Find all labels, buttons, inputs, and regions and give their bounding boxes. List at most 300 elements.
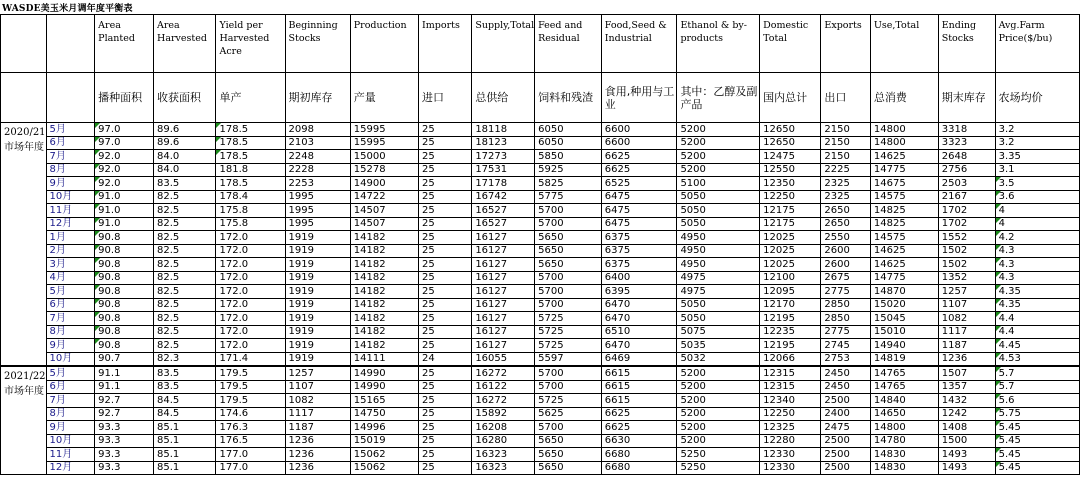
data-cell: 25 <box>419 204 472 218</box>
data-cell: 5.75 <box>995 407 1079 421</box>
report-month: 8月 <box>46 407 95 421</box>
data-cell: 175.8 <box>216 217 285 231</box>
data-cell: 14990 <box>350 380 418 394</box>
data-cell: 97.0 <box>95 136 154 150</box>
data-cell: 12250 <box>760 407 821 421</box>
data-cell: 4950 <box>677 231 760 245</box>
table-row <box>1 231 1080 245</box>
data-cell: 5200 <box>677 366 760 380</box>
data-cell: 2150 <box>821 123 870 137</box>
data-cell: 14825 <box>870 217 938 231</box>
data-cell: 6475 <box>601 217 677 231</box>
data-cell: 15995 <box>350 123 418 137</box>
data-cell: 14675 <box>870 177 938 191</box>
data-cell: 12175 <box>760 217 821 231</box>
data-cell: 5650 <box>535 244 602 258</box>
table-row <box>1 163 1080 177</box>
data-cell: 25 <box>419 177 472 191</box>
data-cell: 4.4 <box>995 312 1079 326</box>
data-cell: 5725 <box>535 339 602 353</box>
data-cell: 90.8 <box>95 244 154 258</box>
data-cell: 5032 <box>677 352 760 366</box>
data-cell: 4975 <box>677 271 760 285</box>
table-row <box>1 407 1080 421</box>
data-cell: 17531 <box>472 163 535 177</box>
data-cell: 17273 <box>472 150 535 164</box>
column-header-cn: 国内总计 <box>760 73 821 123</box>
data-cell: 16127 <box>472 339 535 353</box>
data-cell: 174.6 <box>216 407 285 421</box>
data-cell: 92.0 <box>95 150 154 164</box>
data-cell: 12325 <box>760 421 821 435</box>
data-cell: 172.0 <box>216 258 285 272</box>
data-cell: 176.3 <box>216 421 285 435</box>
report-month: 12月 <box>46 461 95 475</box>
data-cell: 2167 <box>938 190 995 204</box>
data-cell: 6050 <box>535 123 602 137</box>
column-header-en: Ethanol & by-products <box>677 15 760 73</box>
data-cell: 92.7 <box>95 407 154 421</box>
column-header-en: Ending Stocks <box>938 15 995 73</box>
data-cell: 83.5 <box>154 177 216 191</box>
data-cell: 4950 <box>677 244 760 258</box>
data-cell: 16127 <box>472 285 535 299</box>
data-cell: 3.35 <box>995 150 1079 164</box>
data-cell: 2650 <box>821 217 870 231</box>
data-cell: 85.1 <box>154 421 216 435</box>
data-cell: 16527 <box>472 204 535 218</box>
data-cell: 2500 <box>821 448 870 462</box>
data-cell: 85.1 <box>154 461 216 475</box>
data-cell: 90.8 <box>95 312 154 326</box>
data-cell: 5850 <box>535 150 602 164</box>
data-cell: 6625 <box>601 421 677 435</box>
table-row <box>1 312 1080 326</box>
data-cell: 15278 <box>350 163 418 177</box>
report-month: 5月 <box>46 285 95 299</box>
data-cell: 6680 <box>601 448 677 462</box>
data-cell: 176.5 <box>216 434 285 448</box>
data-cell: 12195 <box>760 312 821 326</box>
data-cell: 25 <box>419 421 472 435</box>
data-cell: 15020 <box>870 298 938 312</box>
data-cell: 178.4 <box>216 190 285 204</box>
data-cell: 1352 <box>938 271 995 285</box>
column-header-en: Supply,Total <box>472 15 535 73</box>
data-cell: 179.5 <box>216 366 285 380</box>
data-cell: 172.0 <box>216 325 285 339</box>
data-cell: 12650 <box>760 123 821 137</box>
data-cell: 14830 <box>870 448 938 462</box>
data-cell: 1236 <box>285 461 350 475</box>
column-header-cn: 出口 <box>821 73 870 123</box>
data-cell: 1257 <box>285 366 350 380</box>
data-cell: 25 <box>419 298 472 312</box>
data-cell: 1257 <box>938 285 995 299</box>
data-cell: 82.5 <box>154 204 216 218</box>
data-cell: 82.5 <box>154 244 216 258</box>
data-cell: 25 <box>419 123 472 137</box>
data-cell: 12550 <box>760 163 821 177</box>
header-corner <box>1 73 47 123</box>
report-month: 9月 <box>46 339 95 353</box>
data-cell: 2228 <box>285 163 350 177</box>
data-cell: 25 <box>419 190 472 204</box>
data-cell: 12650 <box>760 136 821 150</box>
data-cell: 5.45 <box>995 448 1079 462</box>
data-cell: 12315 <box>760 380 821 394</box>
data-cell: 2475 <box>821 421 870 435</box>
wasde-corn-balance-table <box>0 14 1080 475</box>
data-cell: 1242 <box>938 407 995 421</box>
report-month: 10月 <box>46 190 95 204</box>
data-cell: 14996 <box>350 421 418 435</box>
data-cell: 25 <box>419 434 472 448</box>
data-cell: 5200 <box>677 407 760 421</box>
data-cell: 15062 <box>350 461 418 475</box>
table-row <box>1 394 1080 408</box>
data-cell: 12025 <box>760 258 821 272</box>
data-cell: 16127 <box>472 258 535 272</box>
data-cell: 6615 <box>601 366 677 380</box>
data-cell: 12066 <box>760 352 821 366</box>
data-cell: 85.1 <box>154 448 216 462</box>
data-cell: 5725 <box>535 312 602 326</box>
table-row <box>1 177 1080 191</box>
data-cell: 1919 <box>285 231 350 245</box>
data-cell: 5650 <box>535 434 602 448</box>
data-cell: 1493 <box>938 461 995 475</box>
data-cell: 2500 <box>821 394 870 408</box>
data-cell: 12330 <box>760 448 821 462</box>
data-cell: 3.2 <box>995 136 1079 150</box>
data-cell: 6525 <box>601 177 677 191</box>
column-header-en: Domestic Total <box>760 15 821 73</box>
data-cell: 6400 <box>601 271 677 285</box>
data-cell: 5700 <box>535 380 602 394</box>
data-cell: 172.0 <box>216 339 285 353</box>
column-header-cn: 期初库存 <box>285 73 350 123</box>
data-cell: 6625 <box>601 150 677 164</box>
data-cell: 6375 <box>601 258 677 272</box>
data-cell: 6600 <box>601 136 677 150</box>
data-cell: 14182 <box>350 285 418 299</box>
marketing-year-label: 2021/22市场年度 <box>1 366 47 475</box>
data-cell: 25 <box>419 407 472 421</box>
data-cell: 82.5 <box>154 258 216 272</box>
data-cell: 25 <box>419 258 472 272</box>
data-cell: 179.5 <box>216 380 285 394</box>
data-cell: 16208 <box>472 421 535 435</box>
data-cell: 172.0 <box>216 271 285 285</box>
data-cell: 5650 <box>535 258 602 272</box>
data-cell: 90.8 <box>95 325 154 339</box>
table-row <box>1 461 1080 475</box>
report-month: 5月 <box>46 123 95 137</box>
data-cell: 5200 <box>677 123 760 137</box>
data-cell: 18123 <box>472 136 535 150</box>
column-header-cn: 食用,种用与工业 <box>601 73 677 123</box>
data-cell: 25 <box>419 285 472 299</box>
data-cell: 2150 <box>821 136 870 150</box>
column-header-en: Area Planted <box>95 15 154 73</box>
data-cell: 82.5 <box>154 231 216 245</box>
data-cell: 93.3 <box>95 461 154 475</box>
table-row <box>1 244 1080 258</box>
data-cell: 1919 <box>285 352 350 366</box>
data-cell: 12175 <box>760 204 821 218</box>
table-title: WASDE美玉米月调年度平衡表 <box>2 4 133 14</box>
data-cell: 1493 <box>938 448 995 462</box>
data-cell: 16527 <box>472 217 535 231</box>
report-month: 10月 <box>46 352 95 366</box>
data-cell: 4.2 <box>995 231 1079 245</box>
data-cell: 178.5 <box>216 177 285 191</box>
column-header-cn: 其中：乙醇及副产品 <box>677 73 760 123</box>
data-cell: 14900 <box>350 177 418 191</box>
data-cell: 16127 <box>472 325 535 339</box>
data-cell: 83.5 <box>154 366 216 380</box>
report-month: 5月 <box>46 366 95 380</box>
data-cell: 14940 <box>870 339 938 353</box>
data-cell: 5775 <box>535 190 602 204</box>
column-header-cn: 产量 <box>350 73 418 123</box>
data-cell: 89.6 <box>154 136 216 150</box>
data-cell: 5.45 <box>995 461 1079 475</box>
data-cell: 4.3 <box>995 258 1079 272</box>
data-cell: 14722 <box>350 190 418 204</box>
data-cell: 14990 <box>350 366 418 380</box>
report-month: 11月 <box>46 448 95 462</box>
data-cell: 1919 <box>285 339 350 353</box>
data-cell: 1432 <box>938 394 995 408</box>
data-cell: 2850 <box>821 298 870 312</box>
report-month: 9月 <box>46 421 95 435</box>
data-cell: 5.45 <box>995 421 1079 435</box>
data-cell: 16122 <box>472 380 535 394</box>
data-cell: 92.7 <box>95 394 154 408</box>
data-cell: 5200 <box>677 163 760 177</box>
data-cell: 2450 <box>821 380 870 394</box>
data-cell: 89.6 <box>154 123 216 137</box>
data-cell: 92.0 <box>95 163 154 177</box>
data-cell: 1919 <box>285 325 350 339</box>
data-cell: 17178 <box>472 177 535 191</box>
data-cell: 97.0 <box>95 123 154 137</box>
data-cell: 2325 <box>821 190 870 204</box>
column-header-cn: 单产 <box>216 73 285 123</box>
data-cell: 2650 <box>821 204 870 218</box>
data-cell: 90.7 <box>95 352 154 366</box>
data-cell: 3.6 <box>995 190 1079 204</box>
data-cell: 1919 <box>285 285 350 299</box>
data-cell: 25 <box>419 150 472 164</box>
data-cell: 3323 <box>938 136 995 150</box>
data-cell: 2503 <box>938 177 995 191</box>
column-header-en: Avg.Farm Price($/bu) <box>995 15 1079 73</box>
data-cell: 15062 <box>350 448 418 462</box>
data-cell: 181.8 <box>216 163 285 177</box>
data-cell: 177.0 <box>216 461 285 475</box>
data-cell: 25 <box>419 339 472 353</box>
data-cell: 14870 <box>870 285 938 299</box>
data-cell: 1502 <box>938 244 995 258</box>
data-cell: 82.5 <box>154 271 216 285</box>
data-cell: 14111 <box>350 352 418 366</box>
data-cell: 4.45 <box>995 339 1079 353</box>
data-cell: 5200 <box>677 394 760 408</box>
data-cell: 1236 <box>285 434 350 448</box>
data-cell: 5050 <box>677 190 760 204</box>
data-cell: 14825 <box>870 204 938 218</box>
data-cell: 12280 <box>760 434 821 448</box>
data-cell: 16055 <box>472 352 535 366</box>
data-cell: 5597 <box>535 352 602 366</box>
data-cell: 5.6 <box>995 394 1079 408</box>
data-cell: 5700 <box>535 366 602 380</box>
report-month: 12月 <box>46 217 95 231</box>
data-cell: 16127 <box>472 298 535 312</box>
data-cell: 12025 <box>760 231 821 245</box>
data-cell: 1107 <box>938 298 995 312</box>
data-cell: 2600 <box>821 244 870 258</box>
table-row <box>1 380 1080 394</box>
report-month: 2月 <box>46 244 95 258</box>
data-cell: 16272 <box>472 394 535 408</box>
data-cell: 25 <box>419 325 472 339</box>
data-cell: 6470 <box>601 312 677 326</box>
data-cell: 2103 <box>285 136 350 150</box>
column-header-en: Area Harvested <box>154 15 216 73</box>
column-header-cn: 收获面积 <box>154 73 216 123</box>
header-corner <box>1 15 47 73</box>
data-cell: 14625 <box>870 150 938 164</box>
data-cell: 1117 <box>938 325 995 339</box>
data-cell: 178.5 <box>216 150 285 164</box>
report-month: 6月 <box>46 298 95 312</box>
data-cell: 4 <box>995 217 1079 231</box>
column-header-cn: 总供给 <box>472 73 535 123</box>
data-cell: 5700 <box>535 204 602 218</box>
data-cell: 172.0 <box>216 298 285 312</box>
table-row <box>1 204 1080 218</box>
table-row <box>1 448 1080 462</box>
data-cell: 91.0 <box>95 217 154 231</box>
report-month: 7月 <box>46 312 95 326</box>
data-cell: 14775 <box>870 163 938 177</box>
data-cell: 5250 <box>677 461 760 475</box>
data-cell: 14765 <box>870 380 938 394</box>
report-month: 7月 <box>46 394 95 408</box>
data-cell: 5700 <box>535 271 602 285</box>
data-cell: 14182 <box>350 258 418 272</box>
data-cell: 2500 <box>821 461 870 475</box>
data-cell: 82.5 <box>154 339 216 353</box>
column-header-en: Imports <box>419 15 472 73</box>
data-cell: 18118 <box>472 123 535 137</box>
data-cell: 2648 <box>938 150 995 164</box>
data-cell: 6050 <box>535 136 602 150</box>
data-cell: 2550 <box>821 231 870 245</box>
column-header-en: Yield per Harvested Acre <box>216 15 285 73</box>
data-cell: 82.5 <box>154 298 216 312</box>
data-cell: 1995 <box>285 217 350 231</box>
column-header-en: Production <box>350 15 418 73</box>
data-cell: 1357 <box>938 380 995 394</box>
data-cell: 5700 <box>535 285 602 299</box>
data-cell: 6475 <box>601 204 677 218</box>
data-cell: 14765 <box>870 366 938 380</box>
data-cell: 172.0 <box>216 244 285 258</box>
data-cell: 15995 <box>350 136 418 150</box>
data-cell: 6615 <box>601 394 677 408</box>
data-cell: 14840 <box>870 394 938 408</box>
data-cell: 12250 <box>760 190 821 204</box>
data-cell: 14182 <box>350 298 418 312</box>
data-cell: 15010 <box>870 325 938 339</box>
data-cell: 14507 <box>350 217 418 231</box>
data-cell: 16127 <box>472 231 535 245</box>
report-month: 9月 <box>46 177 95 191</box>
data-cell: 5.7 <box>995 380 1079 394</box>
data-cell: 175.8 <box>216 204 285 218</box>
table-row <box>1 325 1080 339</box>
data-cell: 16127 <box>472 244 535 258</box>
data-cell: 1187 <box>938 339 995 353</box>
data-cell: 5100 <box>677 177 760 191</box>
data-cell: 4.35 <box>995 298 1079 312</box>
column-header-en: Exports <box>821 15 870 73</box>
data-cell: 83.5 <box>154 380 216 394</box>
data-cell: 15000 <box>350 150 418 164</box>
data-cell: 12100 <box>760 271 821 285</box>
report-month: 7月 <box>46 150 95 164</box>
data-cell: 5200 <box>677 421 760 435</box>
data-cell: 2150 <box>821 150 870 164</box>
data-cell: 12195 <box>760 339 821 353</box>
data-cell: 1995 <box>285 204 350 218</box>
data-cell: 6375 <box>601 244 677 258</box>
data-cell: 25 <box>419 244 472 258</box>
data-cell: 15892 <box>472 407 535 421</box>
data-cell: 85.1 <box>154 434 216 448</box>
data-cell: 25 <box>419 163 472 177</box>
data-cell: 6470 <box>601 298 677 312</box>
data-cell: 91.1 <box>95 366 154 380</box>
data-cell: 25 <box>419 448 472 462</box>
data-cell: 5250 <box>677 448 760 462</box>
report-month: 8月 <box>46 163 95 177</box>
data-cell: 16742 <box>472 190 535 204</box>
data-cell: 91.1 <box>95 380 154 394</box>
data-cell: 2675 <box>821 271 870 285</box>
data-cell: 12475 <box>760 150 821 164</box>
data-cell: 14650 <box>870 407 938 421</box>
data-cell: 90.8 <box>95 271 154 285</box>
data-cell: 14800 <box>870 421 938 435</box>
data-cell: 25 <box>419 380 472 394</box>
header-row-en <box>1 15 1080 73</box>
table-row <box>1 150 1080 164</box>
column-header-cn: 期末库存 <box>938 73 995 123</box>
data-cell: 172.0 <box>216 285 285 299</box>
data-cell: 1187 <box>285 421 350 435</box>
data-cell: 4950 <box>677 258 760 272</box>
data-cell: 14750 <box>350 407 418 421</box>
data-cell: 25 <box>419 394 472 408</box>
table-row <box>1 434 1080 448</box>
data-cell: 5050 <box>677 217 760 231</box>
